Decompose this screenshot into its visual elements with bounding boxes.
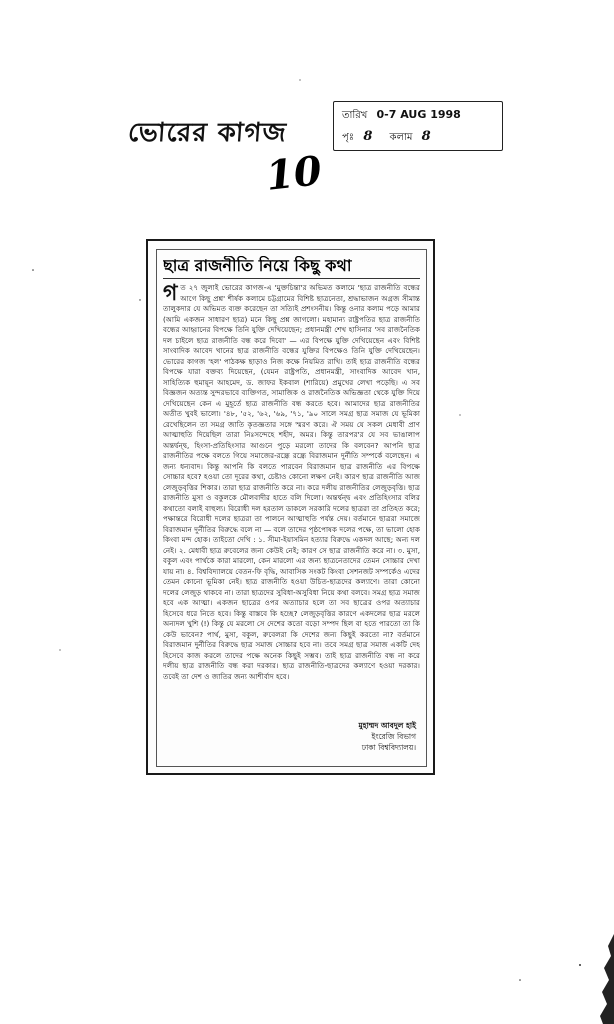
author-department: ইংরেজি বিভাগ bbox=[371, 732, 416, 741]
newspaper-masthead: ভোরের কাগজ bbox=[127, 118, 288, 148]
author-university: ঢাকা বিশ্ববিদ্যালয়। bbox=[361, 743, 416, 752]
stamp-column-value: 8 bbox=[421, 129, 431, 144]
article-headline: ছাত্র রাজনীতি নিয়ে কিছু কথা bbox=[163, 256, 420, 279]
article-body-text: ত ২৭ জুলাই ভোরের কাগজ-এ 'মুক্তচিন্তা'র অভিমত কলামে 'ছাত্র রাজনীতি বন্ধের আগে কিছু প্রশ্ন' শীর্ষক কলামে চট্টগ্রামের বিশিষ্ট ছাত্রনেতা, শ্রদ্ধাভাজন অগ্রজ সীমান্ত তালুকদার যে অভিমত ব্যক্ত করেছেন তা সত্যিই প্রশংসনীয়। কিন্তু ওনার কলাম পড়ে আমার (আমি একজন সাধারণ ছাত্র) মনে কিছু প্রশ্ন জাগলো। মহামান্য রাষ্ট্রপতির ছাত্র রাজনীতি বন্ধের আহ্বানের বিপক্ষে তিনি যুক্তি দেখিয়েছেন; প্রধানমন্ত্রী শেখ হাসিনার 'সব রাজনৈতিক দল চাইলে ছাত্র রাজনীতি বন্ধ করে দিবো' — এর বিপক্ষে যুক্তি দেখিয়েছেন এবং বিশিষ্ট সাংবাদিক আবেদ খানের ছাত্র রাজনীতি বন্ধের যুক্তির বিপক্ষেও তিনি যুক্তি দেখিয়েছেন। ভোরের কাগজ 'হল' পাঠকক্ষ ছাড়াও নিজ কক্ষে নিয়মিত রাখি। তাই ছাত্র রাজনীতি বন্ধের বিপক্ষে যারা বক্তব্য দিয়েছেন, (যেমন রাষ্ট্রপতি, প্রধানমন্ত্রী, সাংবাদিক আবেদ খান, সাহিত্যিক হুমায়ূন আহমেদ, ড. জাফর ইকবাল (শারিয়ে) প্রমুখের লেখা পড়েছি। এ সব বিজ্ঞজন অত্যন্ত সুন্দরভাবে ব্যক্তিগত, সামাজিক ও রাজনৈতিক অভিজ্ঞতা থেকে যুক্তি দিয়ে দেখিয়েছেন কেন এ মুহূর্তে ছাত্র রাজনীতি বন্ধ করতে হবে। আমাদের ছাত্র রাজনীতির অতীত খুবই ভালো। '৪৮, '৫২, '৬২, '৬৯, '৭১, '৯০ সালে সমগ্র ছাত্র সমাজ যে ভূমিকা রেখেছিলেন তা সমগ্র জাতি কৃতজ্ঞতার সঙ্গে স্মরণ করে। ঐ সময় যে সকল মেধাবী প্রাণ আত্মাহুতি দিয়েছিল তারা নিঃসন্দেহে শহীদ, অমর। কিন্তু তারপর'র যে সব ভাঙালাপ অন্তর্দ্বন্দ্ব, হিংসা-প্রতিহিংসার আগুনে পুড়ে মরলো তাদের কি বলবেন? আপনি ছাত্র রাজনীতির পক্ষে বলতে গিয়ে সমাজের-রন্ধ্রে রন্ধ্রে বিরাজমান দুর্নীতি সম্পর্কে বলেছেন। এ জন্য ধন্যবাদ। কিন্তু আপনি কি বলতে পারবেন বিরাজমান ছাত্র রাজনীতি এর বিপক্ষে সোচ্চার হবে? হওয়া তো দূরের কথা, চেষ্টাও কোনো লক্ষণ নেই। কারণ ছাত্র রাজনীতি আজ লেজুড়বৃত্তির শিকার। তারা ছাত্র রাজনীতি করে না। করে দলীয় রাজনীতির লেজুড়বৃত্তি। ছাত্র রাজনীতি মুসা ও বকুলকে মৌলবাদীর হাতে বলি দিলো। অন্তর্দ্বন্দ্ব এবং প্রতিহিংসার বলির কথাতো বলাই বাহুল্য। বিরোধী দল হরতাল ডাকলে সরকারি দলের ছাত্ররা তা প্রতিহত করে; পক্ষান্তরে বিরোধী দলের ছাত্ররা তা পালনে আত্মাহুতি পর্যন্ত দেয়। বর্তমানে ছাত্ররা সমাজে বিরাজমান দুর্নীতির বিরুদ্ধে বলে না — বলে তাদের পৃষ্ঠপোষক দলের পক্ষে, তা ভালো হোক কিংবা মন্দ হোক। তাইতো দেখি : ১. সীমা-ইয়াসমিন হত্যার বিরুদ্ধে একদল আছে; অন্য দল নেই। ২. মেধাবী ছাত্র রুবেলের জন্য কেউই নেই; কারণ সে ছাত্র রাজনীতি করে না। ৩. মুসা, বকুল এবং পার্থকে কারা মারলো, কেন মারলো এর জন্য ছাত্রনেতাদের তেমন সোচ্চার দেখা যায় না। ৪. বিশ্ববিদ্যালয়ে বেতন-ফি বৃদ্ধি, আবাসিক সংকট কিংবা সেশনজট সম্পর্কেও এদের তেমন কোনো ভূমিকা নেই। ছাত্র রাজনীতি হওয়া উচিত-ছাত্রদের কল্যাণে। তারা কোনো দলের লেজুড় থাকবে না। তারা ছাত্রদের সুবিধা-অসুবিধা নিয়ে কথা বলবে। সমগ্র ছাত্র সমাজ হবে এক আত্মা। একজন ছাত্রের ওপর অত্যাচার হলে তা সব ছাত্রের ওপর অত্যাচার হিসেবে ধরে নিতে হবে। কিন্তু বাস্তবে কি হচ্ছে? লেজুড়বৃত্তির কারণে একদলের ছাত্র মরলে অন্যদল খুশি (!) কিন্তু যে মরলো সে দেশের কতো বড়ো সম্পদ ছিল বা হতে পারতো তা কি কেউ ভাবেন? পার্থ, মুসা, বকুল, রুবেলরা কি দেশের জন্য কিছুই করতো না? বর্তমানে বিরাজমান দুর্নীতির বিরুদ্ধে ছাত্র সমাজ সোচ্চার হবে না। তবে সমগ্র ছাত্র সমাজ একটি দেহ হিসেবে কাজ করলে তাদের পক্ষে অনেক কিছুই সম্ভব। তাই ছাত্র রাজনীতি বন্ধ না করে দলীয় ছাত্র রাজনীতি বন্ধ করা দরকার। ছাত্র রাজনীতি-ছাত্রদের কল্যাণে হওয়া দরকার। তবেই তা দেশ ও জাতির জন্য আশীর্বাদ হবে। bbox=[163, 283, 420, 681]
author-name: মুহাম্মদ আবদুল হাই bbox=[358, 721, 416, 730]
stamp-page-label: পৃঃ bbox=[342, 132, 355, 143]
handwritten-page-number: 10 bbox=[263, 147, 324, 200]
stamp-column-label: কলাম bbox=[389, 132, 413, 143]
stamp-page-value: 8 bbox=[363, 129, 373, 144]
stamp-date-value: 0-7 AUG 1998 bbox=[376, 108, 461, 121]
stamp-date-label: তারিখ bbox=[342, 110, 368, 121]
article-dropcap: গ bbox=[163, 283, 178, 306]
